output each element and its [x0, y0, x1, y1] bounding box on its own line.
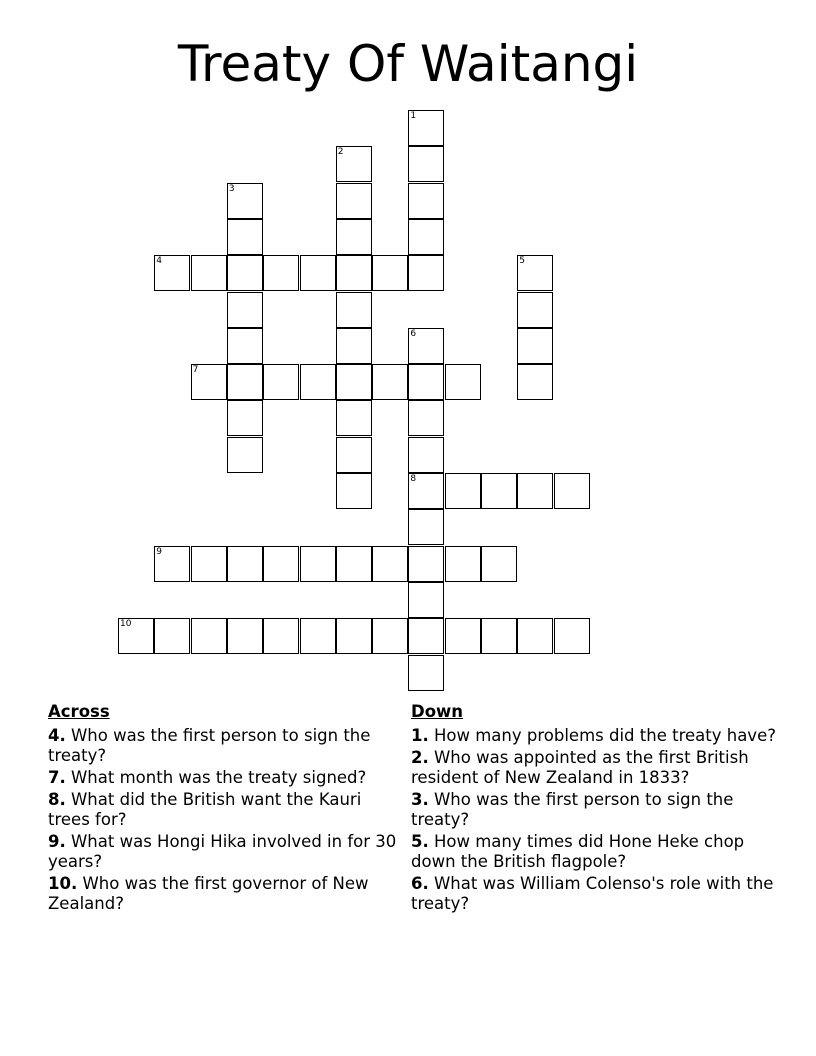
- grid-cell[interactable]: [554, 473, 590, 509]
- clue-item-text: How many times did Hone Heke chop down the British flagpole?: [411, 832, 745, 871]
- grid-cell[interactable]: [191, 618, 227, 654]
- clue-item-text: What month was the treaty signed?: [65, 768, 367, 787]
- page-title: Treaty Of Waitangi: [177, 35, 639, 93]
- clue-item: [48, 768, 408, 788]
- grid-cell[interactable]: [408, 219, 444, 255]
- clue-item: [411, 832, 781, 872]
- clue-item-number: 4.: [48, 726, 66, 745]
- grid-cell[interactable]: [408, 655, 444, 691]
- grid-cell[interactable]: [336, 618, 372, 654]
- grid-cell[interactable]: [263, 255, 299, 291]
- grid-cell[interactable]: [481, 546, 517, 582]
- clue-item-number: 8.: [48, 790, 66, 809]
- grid-cell[interactable]: [445, 546, 481, 582]
- grid-cell[interactable]: [408, 146, 444, 182]
- grid-cell[interactable]: [154, 255, 190, 291]
- grid-cell[interactable]: [227, 437, 263, 473]
- grid-cell[interactable]: [154, 546, 190, 582]
- grid-cell[interactable]: [445, 618, 481, 654]
- grid-cell[interactable]: [408, 110, 444, 146]
- grid-cell[interactable]: [517, 292, 553, 328]
- grid-cell[interactable]: [372, 255, 408, 291]
- grid-cell[interactable]: [336, 546, 372, 582]
- grid-cell[interactable]: [408, 618, 444, 654]
- grid-cell[interactable]: [408, 546, 444, 582]
- grid-cell[interactable]: [191, 546, 227, 582]
- clue-number: 10: [120, 619, 132, 630]
- grid-cell[interactable]: [408, 364, 444, 400]
- grid-cell[interactable]: [227, 183, 263, 219]
- down-clues: [411, 702, 781, 916]
- grid-cell[interactable]: [191, 364, 227, 400]
- clue-number: 3: [228, 183, 235, 194]
- grid-cell[interactable]: [372, 546, 408, 582]
- across-heading: Across: [48, 702, 110, 721]
- clue-item-text: Who was the first governor of New Zealand?: [48, 874, 369, 913]
- grid-cell[interactable]: [372, 364, 408, 400]
- grid-cell[interactable]: [336, 437, 372, 473]
- grid-cell[interactable]: [481, 473, 517, 509]
- grid-cell[interactable]: [372, 618, 408, 654]
- clue-number: 6: [410, 328, 417, 339]
- grid-cell[interactable]: [408, 437, 444, 473]
- grid-cell[interactable]: [445, 364, 481, 400]
- grid-cell[interactable]: [517, 473, 553, 509]
- grid-cell[interactable]: [191, 255, 227, 291]
- grid-cell[interactable]: [300, 364, 336, 400]
- grid-cell[interactable]: [336, 400, 372, 436]
- grid-cell[interactable]: [554, 618, 590, 654]
- clue-item-number: 5.: [411, 832, 429, 851]
- grid-cell[interactable]: [336, 364, 372, 400]
- clue-item-number: 2.: [411, 748, 429, 767]
- grid-cell[interactable]: [227, 292, 263, 328]
- grid-cell[interactable]: [300, 546, 336, 582]
- grid-cell[interactable]: [408, 255, 444, 291]
- grid-cell[interactable]: [227, 255, 263, 291]
- clue-item-text: What was Hongi Hika involved in for 30 years?: [48, 832, 397, 871]
- clue-item-number: 7.: [48, 768, 66, 787]
- clue-item: [411, 874, 781, 914]
- grid-cell[interactable]: [227, 364, 263, 400]
- grid-cell[interactable]: [227, 618, 263, 654]
- clue-item: [48, 726, 408, 766]
- grid-cell[interactable]: [336, 328, 372, 364]
- clue-number: 5: [519, 256, 526, 267]
- clue-item-text: What did the British want the Kauri trees for?: [48, 790, 362, 829]
- grid-cell[interactable]: [408, 400, 444, 436]
- grid-cell[interactable]: [300, 618, 336, 654]
- grid-cell[interactable]: [227, 400, 263, 436]
- grid-cell[interactable]: [408, 473, 444, 509]
- grid-cell[interactable]: [300, 255, 336, 291]
- grid-cell[interactable]: [227, 546, 263, 582]
- clue-item: [48, 790, 408, 830]
- grid-cell[interactable]: [481, 618, 517, 654]
- clue-item: [48, 832, 408, 872]
- clue-item-number: 1.: [411, 726, 429, 745]
- clue-item: [411, 790, 781, 830]
- grid-cell[interactable]: [336, 146, 372, 182]
- grid-cell[interactable]: [336, 219, 372, 255]
- clue-item-number: 9.: [48, 832, 66, 851]
- down-heading: Down: [411, 702, 464, 721]
- grid-cell[interactable]: [517, 364, 553, 400]
- grid-cell[interactable]: [517, 618, 553, 654]
- grid-cell[interactable]: [445, 473, 481, 509]
- clue-item-number: 3.: [411, 790, 429, 809]
- clue-item-text: Who was the first person to sign the treaty?: [48, 726, 371, 765]
- clue-item-text: Who was appointed as the first British resident of New Zealand in 1833?: [411, 748, 749, 787]
- grid-cell[interactable]: [336, 292, 372, 328]
- grid-cell[interactable]: [336, 255, 372, 291]
- grid-cell[interactable]: [336, 183, 372, 219]
- clue-item-number: 10.: [48, 874, 78, 893]
- grid-cell[interactable]: [336, 473, 372, 509]
- clue-item-text: What was William Colenso's role with the treaty?: [411, 874, 774, 913]
- grid-cell[interactable]: [263, 364, 299, 400]
- clue-number: 7: [192, 365, 199, 376]
- clue-item-text: How many problems did the treaty have?: [428, 726, 776, 745]
- clue-number: 9: [156, 546, 163, 557]
- grid-cell[interactable]: [517, 255, 553, 291]
- across-clues: [48, 702, 408, 916]
- grid-cell[interactable]: [263, 546, 299, 582]
- grid-cell[interactable]: [154, 618, 190, 654]
- grid-cell[interactable]: [517, 328, 553, 364]
- grid-cell[interactable]: [263, 618, 299, 654]
- grid-cell[interactable]: [408, 582, 444, 618]
- clue-item: [48, 874, 408, 914]
- grid-cell[interactable]: [408, 183, 444, 219]
- grid-cell[interactable]: [227, 219, 263, 255]
- clue-number: 2: [337, 147, 344, 158]
- grid-cell[interactable]: [118, 618, 154, 654]
- clue-number: 4: [156, 256, 163, 267]
- grid-cell[interactable]: [408, 328, 444, 364]
- grid-cell[interactable]: [408, 509, 444, 545]
- grid-cell[interactable]: [227, 328, 263, 364]
- clue-number: 8: [410, 474, 417, 484]
- clue-item-number: 6.: [411, 874, 429, 893]
- clue-item: [411, 726, 781, 746]
- clue-number: 1: [410, 111, 417, 121]
- clue-item: [411, 748, 781, 788]
- clue-item-text: Who was the first person to sign the treaty?: [411, 790, 734, 829]
